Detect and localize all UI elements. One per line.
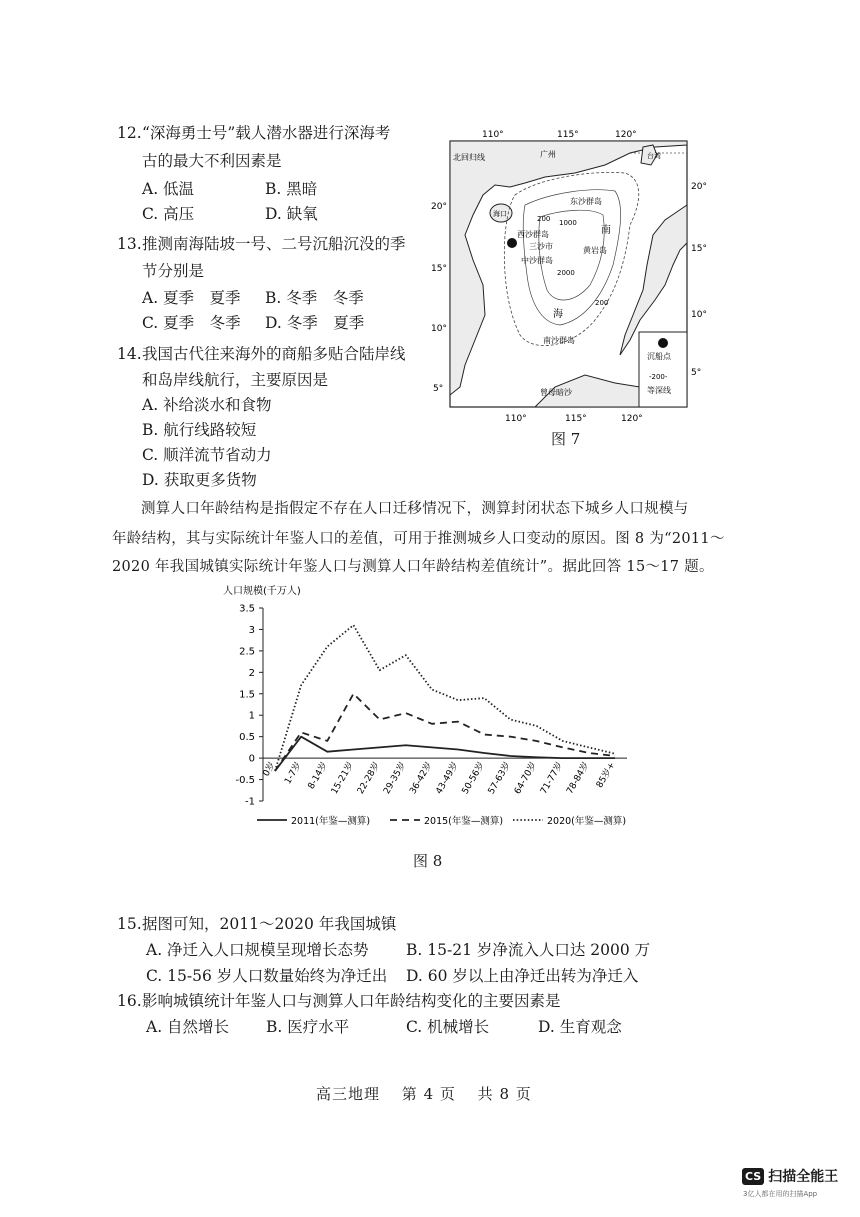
lon-label: 115° — [557, 130, 579, 140]
place-xisha: 西沙群岛 — [517, 230, 549, 239]
x-tick-label: 64-70岁 — [512, 760, 540, 797]
chart-ylabel: 人口规模(千万人) — [223, 586, 301, 597]
question-number: 12. — [117, 124, 142, 142]
lat-label: 15° — [431, 264, 447, 274]
place-hai: 海 — [553, 309, 563, 320]
question-stem: 古的最大不利因素是 — [142, 152, 282, 170]
y-tick-label: 3.5 — [239, 603, 255, 615]
option-d: D. 冬季 夏季 — [265, 314, 365, 332]
lon-label: 110° — [505, 414, 527, 424]
y-tick-label: 1.5 — [239, 689, 255, 701]
question-number: 14. — [117, 345, 142, 363]
option-c: C. 15-56 岁人口数量始终为净迁出 — [146, 967, 388, 985]
option-a: A. 净迁入人口规模呈现增长态势 — [146, 941, 369, 959]
option-c: C. 高压 — [142, 205, 195, 223]
place-nan: 南 — [601, 225, 611, 236]
population-difference-chart — [195, 580, 665, 838]
place-tropic: 北回归线 — [453, 153, 485, 162]
option-a: A. 自然增长 — [146, 1018, 230, 1036]
brand-slogan: 3亿人都在用的扫描App — [743, 1190, 818, 1198]
x-tick-label: 22-28岁 — [355, 760, 383, 797]
option-d: D. 缺氧 — [265, 205, 318, 223]
lat-label: 10° — [691, 310, 707, 320]
lon-label: 120° — [615, 130, 637, 140]
option-c: C. 夏季 冬季 — [142, 314, 241, 332]
lat-label: 5° — [691, 368, 702, 378]
x-tick-label: 50-56岁 — [460, 760, 487, 797]
option-d: D. 60 岁以上由净迁出转为净迁入 — [406, 967, 639, 985]
cs-logo-icon: CS — [742, 1168, 764, 1185]
option-d: D. 生育观念 — [538, 1018, 622, 1036]
question-stem: 我国古代往来海外的商船多贴合陆岸线 — [142, 345, 406, 363]
x-tick-label: 57-63岁 — [486, 760, 513, 797]
question-number: 16. — [117, 992, 142, 1010]
x-tick-label: 78-84岁 — [565, 760, 592, 797]
scanner-watermark — [742, 1166, 838, 1186]
option-c: C. 机械增长 — [406, 1018, 490, 1036]
x-tick-label: 85岁+ — [594, 760, 618, 790]
lon-label: 110° — [482, 130, 504, 140]
depth-label: 2000 — [557, 269, 575, 277]
figure-7-caption: 图 7 — [551, 430, 581, 448]
y-tick-label: 0 — [248, 753, 255, 765]
question-stem: 影响城镇统计年鉴人口与测算人口年龄结构变化的主要因素是 — [142, 992, 561, 1010]
question-stem: “深海勇士号”载人潜水器进行深海考 — [142, 124, 391, 142]
series-line-1 — [275, 694, 615, 771]
place-sansha: 三沙市 — [529, 242, 553, 251]
question-number: 15. — [117, 915, 142, 933]
place-nansha: 南沙群岛 — [543, 336, 575, 345]
legend-isobath-label: 等深线 — [647, 386, 671, 395]
lat-label: 15° — [691, 244, 707, 254]
lat-label: 5° — [433, 384, 444, 394]
lon-label: 120° — [621, 414, 643, 424]
y-tick-label: -1 — [245, 796, 255, 808]
footer — [316, 1083, 532, 1104]
y-tick-label: 2.5 — [239, 646, 255, 658]
option-b: B. 冬季 冬季 — [265, 289, 364, 307]
depth-label: 1000 — [559, 219, 577, 227]
footer-page: 第 4 页 — [401, 1085, 456, 1103]
x-tick-label: 71-77岁 — [539, 760, 566, 797]
x-tick-label: 15-21岁 — [329, 760, 357, 797]
x-tick-label: 29-35岁 — [382, 760, 409, 797]
place-hainan: 海口 — [493, 210, 507, 218]
x-tick-label: 1-7岁 — [283, 760, 304, 787]
brand-name: 扫描全能王 — [768, 1169, 839, 1185]
intro-line: 年龄结构，其与实际统计年鉴人口的差值，可用于推测城乡人口变动的原因。图 8 为“2011～ — [112, 531, 725, 547]
y-tick-label: -0.5 — [235, 775, 255, 787]
question-number: 13. — [117, 235, 142, 253]
lat-label: 20° — [431, 202, 447, 212]
option-b: B. 黑暗 — [265, 180, 318, 198]
lat-label: 20° — [691, 182, 707, 192]
depth-label: 200 — [595, 299, 609, 307]
x-tick-label: 36-42岁 — [408, 760, 435, 797]
question-stem: 推测南海陆坡一号、二号沉船沉没的季 — [142, 235, 406, 253]
option-a: A. 低温 — [142, 180, 195, 198]
intro-line: 测算人口年龄结构是指假定不存在人口迁移情况下，测算封闭状态下城乡人口规模与 — [141, 501, 689, 517]
south-china-sea-map — [425, 125, 715, 425]
option-b: B. 15-21 岁净流入人口达 2000 万 — [406, 941, 651, 959]
legend-wreck-label: 沉船点 — [647, 352, 671, 361]
lon-label: 115° — [565, 414, 587, 424]
option-a: A. 补给淡水和食物 — [142, 396, 272, 414]
legend-wreck-icon — [658, 338, 668, 348]
option-a: A. 夏季 夏季 — [142, 289, 241, 307]
y-tick-label: 0.5 — [239, 732, 255, 744]
lat-label: 10° — [431, 324, 447, 334]
y-tick-label: 3 — [248, 624, 255, 636]
place-taiwan: 台湾 — [647, 152, 661, 160]
wreck-marker — [507, 238, 517, 248]
question-stem: 和岛岸线航行，主要原因是 — [142, 371, 329, 389]
legend-isobath-value: -200- — [649, 373, 668, 381]
legend-label: 2020(年鉴—测算) — [547, 816, 627, 827]
y-tick-label: 2 — [248, 667, 255, 679]
legend-label: 2011(年鉴—测算) — [291, 816, 371, 827]
footer-subject: 高三地理 — [316, 1085, 381, 1103]
depth-label: 200 — [537, 215, 551, 223]
x-tick-label: 0岁 — [261, 760, 278, 779]
y-tick-label: 1 — [248, 710, 255, 722]
intro-line: 2020 年我国城镇实际统计年鉴人口与测算人口年龄结构差值统计”。据此回答 15～17 题。 — [112, 559, 714, 575]
option-d: D. 获取更多货物 — [142, 471, 257, 489]
question-stem: 节分别是 — [142, 262, 205, 280]
figure-8-caption: 图 8 — [413, 852, 443, 870]
option-b: B. 航行线路较短 — [142, 421, 257, 439]
place-zhongsha: 中沙群岛 — [521, 256, 553, 265]
intro-paragraph — [112, 494, 737, 524]
place-huangyan: 黄岩岛 — [583, 246, 607, 255]
place-dongsha: 东沙群岛 — [570, 197, 602, 206]
x-tick-label: 43-49岁 — [434, 760, 461, 797]
question-stem: 据图可知，2011～2020 年我国城镇 — [142, 915, 397, 933]
footer-total: 共 8 页 — [477, 1085, 532, 1103]
x-tick-label: 8-14岁 — [306, 760, 330, 792]
option-c: C. 顺洋流节省动力 — [142, 446, 272, 464]
place-zengmu: 曾母暗沙 — [540, 388, 572, 397]
option-b: B. 医疗水平 — [266, 1018, 350, 1036]
legend-label: 2015(年鉴—测算) — [424, 816, 504, 827]
place-guangzhou: 广州 — [540, 150, 556, 159]
